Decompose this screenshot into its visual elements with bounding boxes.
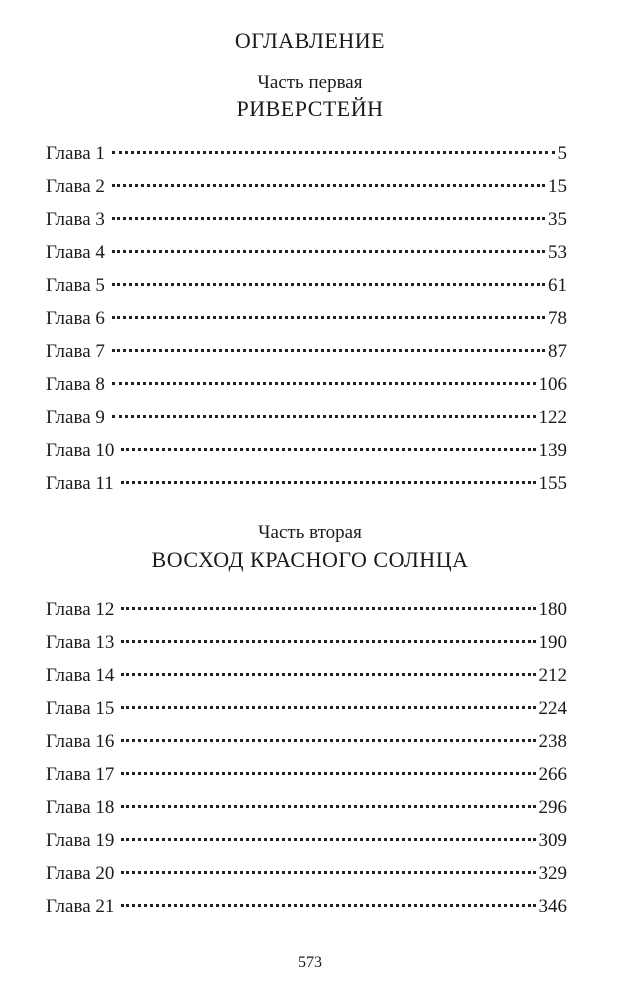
- toc-entry: [46, 269, 567, 302]
- toc-entry: [46, 791, 567, 824]
- chapter-label: Глава 6: [46, 308, 105, 329]
- chapter-label: Глава 18: [46, 797, 115, 818]
- dot-leader: [121, 838, 535, 841]
- chapter-page-number: 309: [538, 830, 567, 851]
- dot-leader: [112, 283, 545, 286]
- chapter-label: Глава 17: [46, 764, 115, 785]
- chapter-page-number: 180: [538, 599, 567, 620]
- part-2-label: Часть вторая: [258, 522, 362, 543]
- chapter-page-number: 346: [538, 896, 567, 917]
- chapter-label: Глава 20: [46, 863, 115, 884]
- toc-entry: [46, 368, 567, 401]
- chapter-page-number: 5: [557, 143, 567, 164]
- dot-leader: [112, 217, 545, 220]
- chapter-page-number: 329: [538, 863, 567, 884]
- toc-title: ОГЛАВЛЕНИЕ: [234, 28, 386, 53]
- chapter-page-number: 224: [538, 698, 567, 719]
- dot-leader: [112, 349, 545, 352]
- chapter-label: Глава 4: [46, 242, 105, 263]
- chapter-label: Глава 13: [46, 632, 115, 653]
- chapter-label: Глава 8: [46, 374, 105, 395]
- chapter-label: Глава 3: [46, 209, 105, 230]
- toc-entry: [46, 434, 567, 467]
- dot-leader: [112, 184, 545, 187]
- chapter-page-number: 61: [548, 275, 567, 296]
- dot-leader: [121, 706, 535, 709]
- dot-leader: [121, 871, 535, 874]
- toc-entry: [46, 626, 567, 659]
- page-number: 573: [298, 954, 322, 971]
- dot-leader: [112, 382, 536, 385]
- toc-entry: [46, 692, 567, 725]
- chapter-label: Глава 9: [46, 407, 105, 428]
- toc-entry: [46, 824, 567, 857]
- toc-entry: [46, 725, 567, 758]
- chapter-label: Глава 5: [46, 275, 105, 296]
- toc-entry: [46, 401, 567, 434]
- chapter-page-number: 190: [538, 632, 567, 653]
- dot-leader: [121, 481, 536, 484]
- chapter-page-number: 122: [538, 407, 567, 428]
- chapter-label: Глава 16: [46, 731, 115, 752]
- chapter-label: Глава 12: [46, 599, 115, 620]
- toc-entry: [46, 659, 567, 692]
- dot-leader: [112, 415, 536, 418]
- chapter-page-number: 212: [538, 665, 567, 686]
- chapter-page-number: 78: [548, 308, 567, 329]
- chapter-page-number: 139: [538, 440, 567, 461]
- part-2-title: ВОСХОД КРАСНОГО СОЛНЦА: [151, 547, 469, 572]
- chapter-page-number: 155: [538, 473, 567, 494]
- dot-leader: [121, 673, 535, 676]
- dot-leader: [112, 151, 555, 154]
- dot-leader: [112, 250, 545, 253]
- part-1-title: РИВЕРСТЕЙН: [236, 96, 384, 121]
- toc-entry: [46, 890, 567, 923]
- dot-leader: [121, 607, 535, 610]
- part-1-entries: [46, 137, 567, 500]
- toc-entry: [46, 302, 567, 335]
- chapter-page-number: 87: [548, 341, 567, 362]
- dot-leader: [121, 904, 535, 907]
- chapter-label: Глава 11: [46, 473, 114, 494]
- chapter-label: Глава 14: [46, 665, 115, 686]
- chapter-label: Глава 15: [46, 698, 115, 719]
- chapter-label: Глава 2: [46, 176, 105, 197]
- toc-entry: [46, 857, 567, 890]
- chapter-page-number: 15: [548, 176, 567, 197]
- dot-leader: [112, 316, 545, 319]
- toc-entry: [46, 467, 567, 500]
- chapter-page-number: 106: [538, 374, 567, 395]
- chapter-page-number: 238: [538, 731, 567, 752]
- chapter-page-number: 296: [538, 797, 567, 818]
- chapter-page-number: 266: [538, 764, 567, 785]
- dot-leader: [121, 640, 535, 643]
- chapter-label: Глава 21: [46, 896, 115, 917]
- dot-leader: [121, 805, 535, 808]
- toc-entry: [46, 236, 567, 269]
- toc-entry: [46, 137, 567, 170]
- toc-entry: [46, 170, 567, 203]
- chapter-page-number: 53: [548, 242, 567, 263]
- part-1-label: Часть первая: [257, 72, 363, 93]
- chapter-page-number: 35: [548, 209, 567, 230]
- chapter-label: Глава 19: [46, 830, 115, 851]
- part-2-entries: [46, 593, 567, 923]
- dot-leader: [121, 448, 535, 451]
- toc-entry: [46, 203, 567, 236]
- dot-leader: [121, 739, 535, 742]
- chapter-label: Глава 10: [46, 440, 115, 461]
- toc-entry: [46, 593, 567, 626]
- toc-entry: [46, 758, 567, 791]
- toc-entry: [46, 335, 567, 368]
- chapter-label: Глава 7: [46, 341, 105, 362]
- dot-leader: [121, 772, 535, 775]
- chapter-label: Глава 1: [46, 143, 105, 164]
